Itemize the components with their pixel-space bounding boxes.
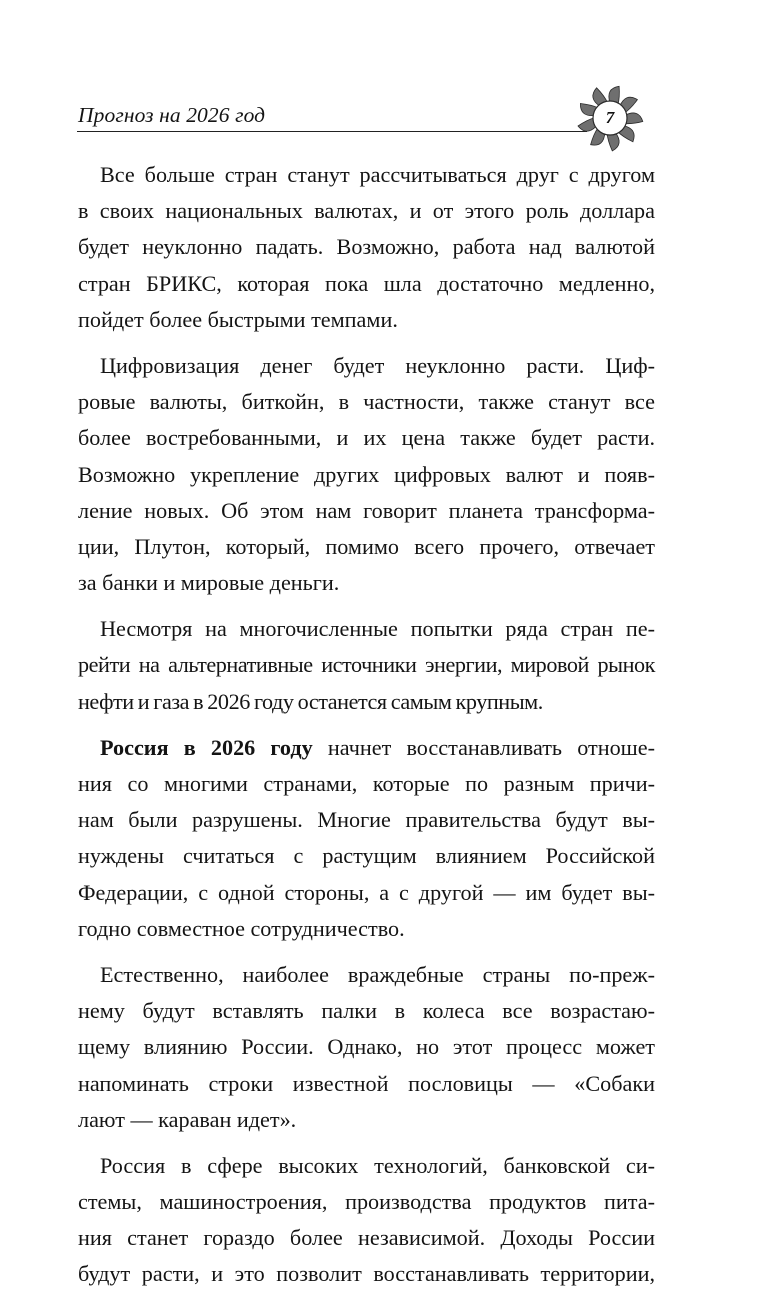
text-line: ровые валюты, биткойн, в частности, также станут все: [78, 389, 655, 415]
text-line: Федерации, с одной стороны, а с другой — им будет вы-: [78, 879, 655, 905]
text-line: Естественно, наиболее враждебные страны по-преж-: [100, 961, 655, 987]
text-line: будут расти, и это позволит восстанавливать территории,: [78, 1261, 655, 1287]
text-line: напоминать строки известной пословицы — «Собаки: [78, 1070, 655, 1096]
text-line: в своих национальных валютах, и от этого роль доллара: [78, 198, 655, 224]
paragraph-6: [78, 1148, 655, 1293]
text-line: Возможно укрепление других цифровых валют и появ-: [78, 461, 655, 487]
text-line: ление новых. Об этом нам говорит планета трансформа-: [78, 497, 655, 523]
text-line-rest: начнет восстанавливать отноше-: [312, 734, 655, 760]
text-line: ния станет гораздо более независимой. Доходы России: [78, 1225, 655, 1251]
paragraph-1: [78, 157, 655, 338]
text-line: нефти и газа в 2026 году останется самым крупным.: [78, 688, 543, 714]
paragraph-2: [78, 348, 655, 601]
text-line: нам были разрушены. Многие правительства будут вы-: [78, 807, 655, 833]
text-line: Все больше стран станут рассчитываться друг с другом: [100, 162, 655, 187]
text-line: ции, Плутон, который, помимо всего прочего, отвечает: [78, 533, 655, 559]
page-number: 7: [605, 108, 615, 127]
bold-lead-phrase: Россия в 2026 году: [100, 734, 313, 760]
text-line: будет неуклонно падать. Возможно, работа над валютой: [78, 234, 655, 260]
text-line: ния со многими странами, которые по разным причи-: [78, 771, 655, 796]
text-line: Несмотря на многочисленные попытки ряда стран пе-: [100, 616, 655, 642]
text-line: годно совместное сотрудничество.: [78, 915, 405, 941]
paragraph-4: [78, 730, 655, 947]
text-line: [78, 730, 655, 766]
text-line: стран БРИКС, которая пока шла достаточно медленно,: [78, 270, 655, 296]
text-line: Цифровизация денег будет неуклонно расти. Циф-: [100, 352, 655, 378]
text-line: нему будут вставлять палки в колеса все возрастаю-: [78, 998, 655, 1024]
page-body: [78, 157, 655, 1293]
text-line: Россия в сфере высоких технологий, банковской си-: [100, 1152, 655, 1178]
header-rule: [77, 131, 587, 132]
paragraph-3: [78, 611, 655, 720]
text-line: рейти на альтернативные источники энергии, мировой рынок: [78, 652, 655, 678]
text-line: пойдет более быстрыми темпами.: [78, 306, 398, 332]
text-line: нуждены считаться с растущим влиянием Российской: [78, 843, 655, 869]
text-line: более востребованными, и их цена также будет расти.: [78, 425, 655, 451]
running-title: Прогноз на 2026 год: [78, 103, 266, 127]
page-number-ornament: [570, 82, 650, 154]
text-line: стемы, машиностроения, производства продуктов пита-: [78, 1189, 655, 1215]
text-line: за банки и мировые деньги.: [78, 570, 340, 596]
text-line: щему влиянию России. Однако, но этот процесс может: [78, 1034, 655, 1060]
text-line: лают — караван идет».: [78, 1106, 297, 1132]
paragraph-5: [78, 957, 655, 1138]
